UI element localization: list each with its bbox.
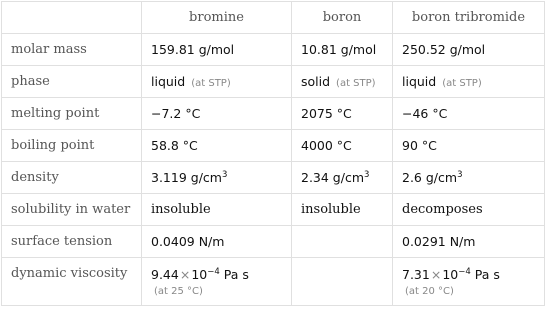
cell-value (393, 162, 545, 194)
density-value: 2.6 g/cm (402, 170, 458, 185)
cell-value (292, 258, 393, 306)
base: 10 (191, 266, 208, 282)
cell-value: 4000 °C (292, 130, 393, 162)
cell-value: 250.52 g/mol (393, 34, 545, 66)
header-boron-tribromide: boron tribromide (393, 2, 545, 34)
unit: Pa s (223, 266, 249, 282)
table-row (2, 66, 545, 98)
cell-value: insoluble (292, 194, 393, 226)
phase-value: liquid (402, 74, 437, 89)
header-bromine: bromine (142, 2, 292, 34)
cell-value: −7.2 °C (142, 98, 292, 130)
cell-value: −46 °C (393, 98, 545, 130)
cell-value (393, 66, 545, 98)
mantissa: 9.44 (151, 266, 179, 282)
table-row (2, 34, 545, 66)
exponent: 3 (457, 170, 463, 180)
row-label: solubility in water (2, 194, 142, 226)
phase-value: liquid (151, 74, 186, 89)
cell-value: decomposes (393, 194, 545, 226)
cell-value: 2075 °C (292, 98, 393, 130)
exponent: 3 (221, 170, 228, 180)
header-empty (2, 2, 142, 34)
mantissa: 7.31 (402, 266, 430, 282)
condition-note: (at STP) (191, 78, 231, 89)
cell-value (292, 66, 393, 98)
density-value: 2.34 g/cm (301, 170, 365, 185)
cell-value (292, 226, 393, 258)
table-row (2, 162, 545, 194)
row-label: dynamic viscosity (2, 258, 142, 306)
base: 10 (442, 266, 459, 282)
cell-value (142, 66, 292, 98)
exponent: −4 (458, 266, 471, 277)
table-row (2, 194, 545, 226)
row-label: density (2, 162, 142, 194)
cell-value: 0.0409 N/m (142, 226, 292, 258)
exponent: 3 (364, 170, 370, 180)
cell-value (142, 258, 292, 306)
row-label: boiling point (2, 130, 142, 162)
table-row (2, 258, 545, 306)
cell-value: 10.81 g/mol (292, 34, 393, 66)
row-label: phase (2, 66, 142, 98)
table-row (2, 226, 545, 258)
cell-value (142, 162, 292, 194)
cell-value (393, 258, 545, 306)
table-row (2, 98, 545, 130)
cell-value: 0.0291 N/m (393, 226, 545, 258)
header-row (2, 2, 545, 34)
cell-value: 159.81 g/mol (142, 34, 292, 66)
times-sign: × (179, 266, 191, 282)
unit: Pa s (474, 266, 500, 282)
exponent: −4 (207, 266, 220, 277)
properties-table (1, 1, 545, 306)
condition-note: (at STP) (442, 78, 482, 89)
cell-value: insoluble (142, 194, 292, 226)
table-row (2, 130, 545, 162)
row-label: surface tension (2, 226, 142, 258)
condition-note: (at STP) (336, 78, 376, 89)
times-sign: × (430, 266, 442, 282)
density-value: 3.119 g/cm (151, 170, 222, 185)
cell-value: 58.8 °C (142, 130, 292, 162)
condition-note: (at 20 °C) (405, 285, 454, 297)
condition-note: (at 25 °C) (154, 285, 203, 297)
phase-value: solid (301, 74, 331, 89)
cell-value: 90 °C (393, 130, 545, 162)
row-label: melting point (2, 98, 142, 130)
row-label: molar mass (2, 34, 142, 66)
header-boron: boron (292, 2, 393, 34)
cell-value (292, 162, 393, 194)
